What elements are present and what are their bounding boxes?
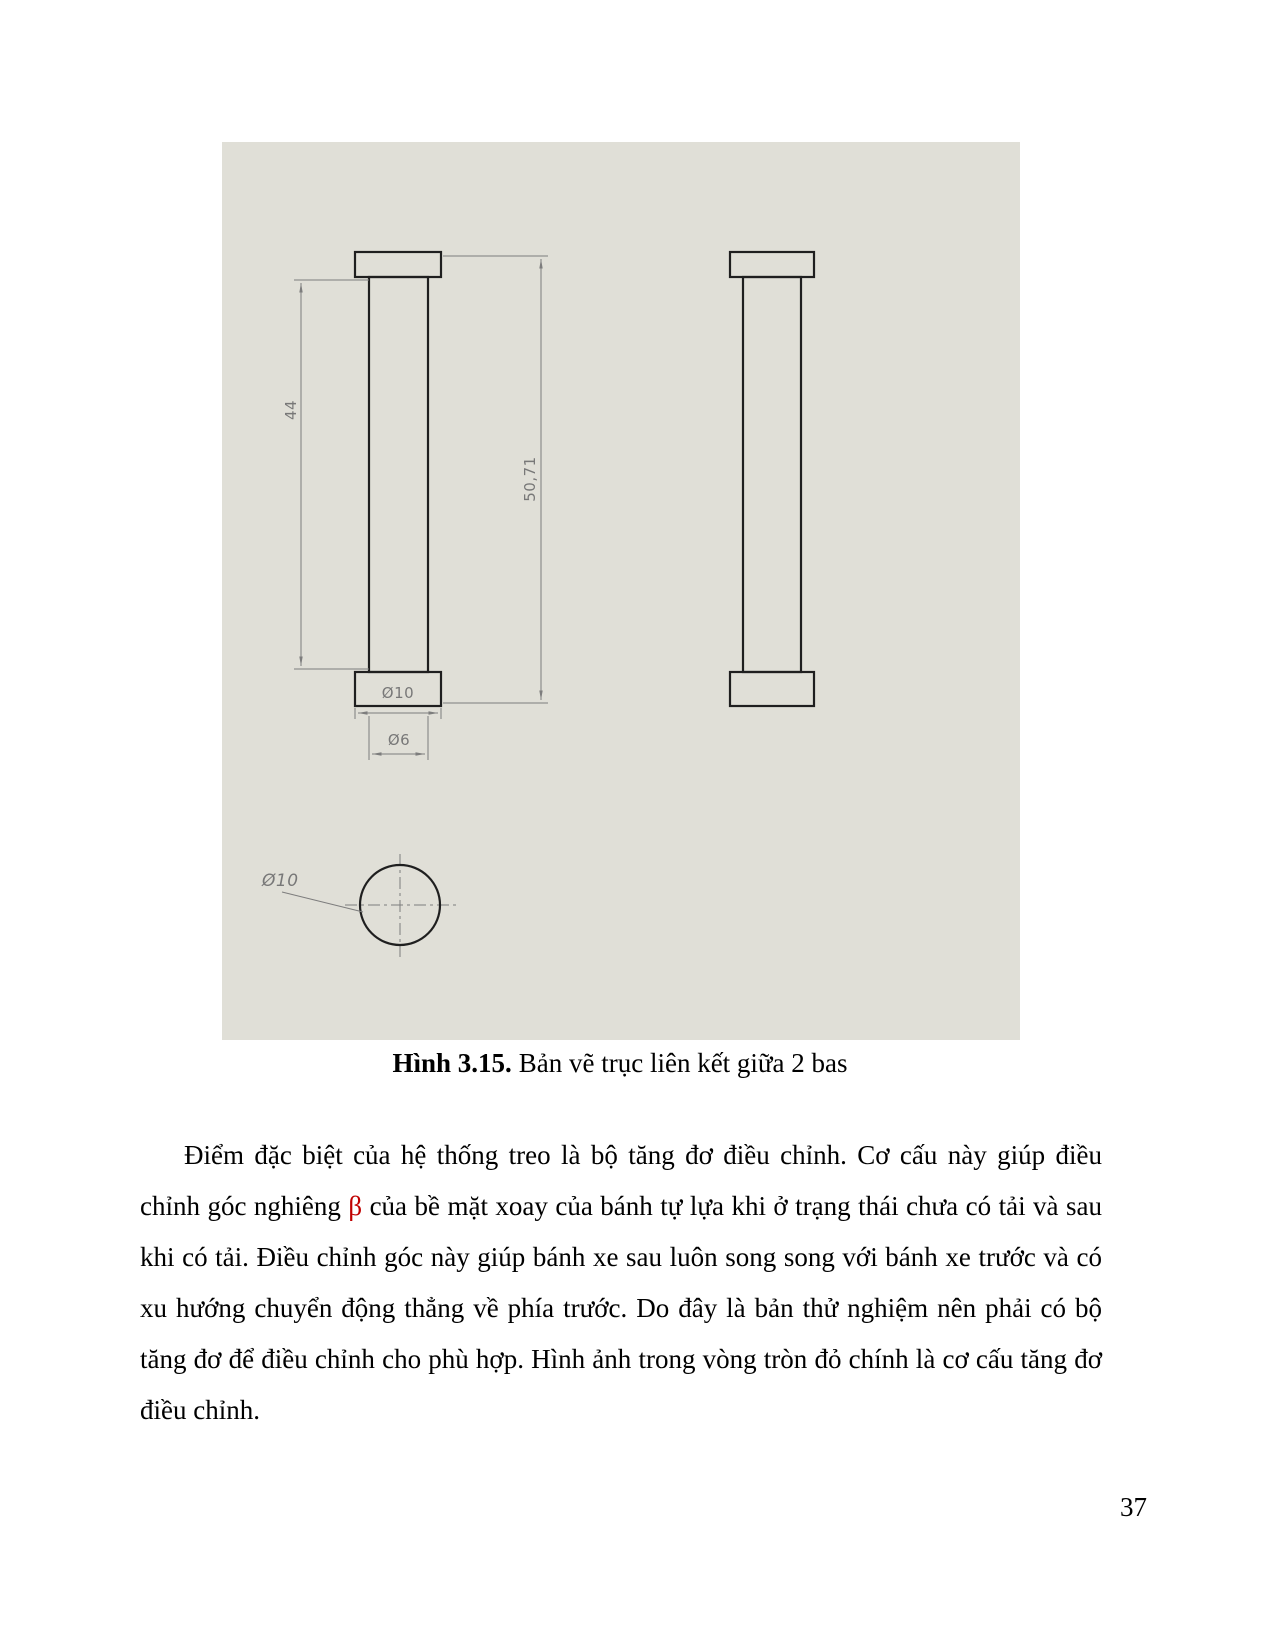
dim-section-diameter-label: Ø10 bbox=[262, 871, 299, 891]
dim-cap-diameter-label: Ø10 bbox=[381, 684, 415, 702]
leader-line bbox=[282, 892, 363, 912]
figure-caption-label: Hình 3.15. bbox=[392, 1048, 512, 1078]
side-view-top-cap bbox=[730, 252, 814, 277]
dim-shaft-length-label: 44 bbox=[282, 399, 300, 421]
front-view-top-cap bbox=[355, 252, 441, 277]
shaft-drawing bbox=[222, 142, 1020, 1040]
front-view-shaft-body bbox=[369, 277, 428, 672]
dim-shaft-diameter-label: Ø6 bbox=[387, 731, 411, 749]
figure-caption bbox=[140, 1048, 1100, 1079]
paragraph-text-before-beta: Điểm đặc biệt của hệ thống treo là bộ tăng đơ điều chỉnh. Cơ cấu này giúp điều chỉnh góc nghiêng bbox=[140, 1140, 1102, 1221]
body-paragraph bbox=[140, 1130, 1102, 1436]
section-view bbox=[282, 854, 460, 957]
page-number: 37 bbox=[1120, 1492, 1147, 1522]
paragraph-text-after-beta: của bề mặt xoay của bánh tự lựa khi ở trạng thái chưa có tải và sau khi có tải. Điều chỉnh góc này giúp bánh xe sau luôn song song với bánh xe trước và có xu hướng chuyển động thẳng về phía trước. Do đây là bản thử nghiệm nên phải có bộ tăng đơ để điều chỉnh cho phù hợp. Hình ảnh trong vòng tròn đỏ chính là cơ cấu tăng đơ điều chỉnh. bbox=[140, 1191, 1102, 1425]
side-view bbox=[730, 252, 814, 706]
technical-drawing-panel bbox=[222, 142, 1020, 1040]
side-view-bottom-cap bbox=[730, 672, 814, 706]
beta-symbol: β bbox=[348, 1191, 363, 1221]
front-view bbox=[355, 252, 441, 706]
dimension-shaft-length bbox=[294, 280, 369, 669]
figure-caption-text: Bản vẽ trục liên kết giữa 2 bas bbox=[518, 1048, 848, 1078]
dim-total-length-label: 50,71 bbox=[521, 456, 539, 502]
side-view-shaft-body bbox=[743, 277, 801, 672]
